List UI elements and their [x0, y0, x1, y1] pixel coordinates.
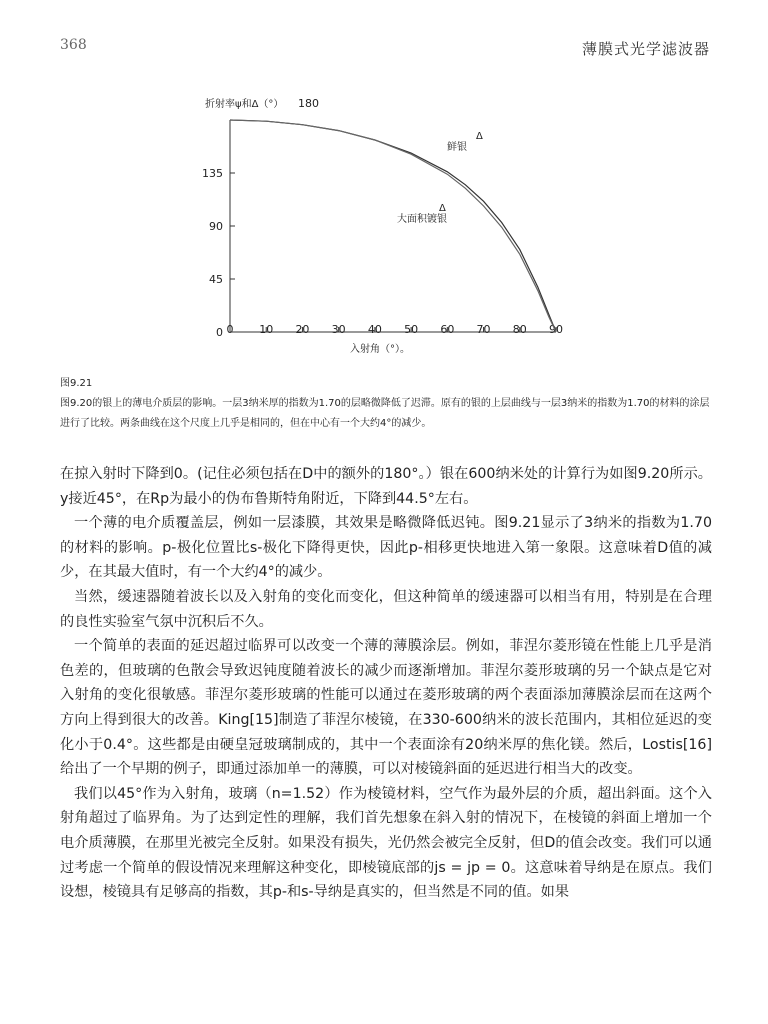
series-line-1	[230, 120, 556, 332]
y-tick-label: 135	[202, 167, 223, 180]
x-tick-label: 10	[259, 323, 274, 336]
curve-label-2: 大面积镀银	[397, 214, 447, 225]
x-tick-label: 70	[476, 323, 491, 336]
figure-label: 图9.21	[60, 378, 93, 389]
paragraph-3: 当然，缓速器随着波长以及入射角的变化而变化，但这种简单的缓速器可以相当有用，特别是在合理的良性实验室气氛中沉积后不久。	[60, 588, 712, 630]
x-tick-label: 40	[367, 323, 382, 336]
paragraph-2: 一个薄的电介质覆盖层，例如一层漆膜，其效果是略微降低迟钝。图9.21显示了3纳米的指数为1.70的材料的影响。p-极化位置比s-极化下降得更快，因此p-相移更快地进入第一象限。这意味着D值的减少，在其最大值时，有一个大约4°的减少。	[60, 515, 712, 581]
paragraph-4: 一个简单的表面的延迟超过临界可以改变一个薄的薄膜涂层。例如，菲涅尔菱形镜在性能上几乎是消色差的，但玻璃的色散会导致迟钝度随着波长的减少而逐渐增加。菲涅尔菱形玻璃的另一个缺点是它对入射角的变化很敏感。菲涅尔菱形玻璃的性能可以通过在菱形玻璃的两个表面添加薄膜涂层而在这两个方向上得到很大的改善。King[15]制造了菲涅尔棱镜，在330-600纳米的波长范围内，其相位延迟的变化小于0.4°。这些都是由硬皇冠玻璃制成的，其中一个表面涂有20纳米厚的焦化镁。然后，Lostis[16]给出了一个早期的例子，即通过添加单一的薄膜，可以对棱镜斜面的延迟进行相当大的改变。	[60, 638, 712, 778]
delta-symbol: Δ	[439, 203, 446, 214]
curve-label-1: 鲜银	[447, 142, 467, 153]
y-tick-label: 90	[209, 220, 223, 233]
x-tick-label: 30	[331, 323, 346, 336]
page-number: 368	[60, 37, 87, 53]
paragraph-1: 在掠入射时下降到0。(记住必须包括在D中的额外的180°。）银在600纳米处的计算行为如图9.20所示。y接近45°，在Rp为最小的伪布鲁斯特角附近，下降到44.5°左右。	[60, 466, 712, 507]
x-tick-label: 80	[512, 323, 527, 336]
figure-chart	[180, 90, 600, 360]
body-text	[60, 462, 712, 905]
y-tick-label: 45	[209, 273, 223, 286]
y-tick-label: 0	[216, 326, 223, 339]
y-tick-label: 180	[298, 97, 319, 110]
curve-label-bulk-silver	[397, 203, 447, 225]
figure-caption	[60, 374, 712, 434]
x-tick-label: 0	[226, 323, 234, 336]
paragraph-5: 我们以45°作为入射角，玻璃（n=1.52）作为棱镜材料，空气作为最外层的介质，超出斜面。这个入射角超过了临界角。为了达到定性的理解，我们首先想象在斜入射的情况下，在棱镜的斜面上增加一个电介质薄膜，在那里光被完全反射。如果没有损失，光仍然会被完全反射，但D的值会改变。我们可以通过考虑一个简单的假设情况来理解这种变化，即棱镜底部的js = jp = 0。这意味着导纳是在原点。我们设想，棱镜具有足够高的指数，其p-和s-导纳是真实的，但当然是不同的值。如果	[60, 785, 712, 901]
chart-axes	[230, 120, 556, 332]
series-line-2	[230, 120, 556, 332]
x-tick-label: 90	[549, 323, 563, 336]
curve-label-fresh-silver	[447, 131, 483, 153]
x-tick-label: 60	[440, 323, 455, 336]
x-tick-label: 20	[295, 323, 310, 336]
x-tick-label: 50	[404, 323, 419, 336]
delta-symbol: Δ	[476, 131, 483, 142]
y-axis-label: 折射率ψ和Δ（°）	[205, 99, 284, 110]
x-axis-label: 入射角（°）。	[350, 344, 410, 355]
caption-text: 图9.20的银上的薄电介质层的影响。一层3纳米厚的指数为1.70的层略微降低了迟滞。原有的银的上层曲线与一层3纳米的指数为1.70的材料的涂层进行了比较。两条曲线在这个尺度上几乎是相同的，但在中心有一个大约4°的减少。	[60, 398, 710, 429]
running-title: 薄膜式光学滤波器	[581, 40, 710, 58]
